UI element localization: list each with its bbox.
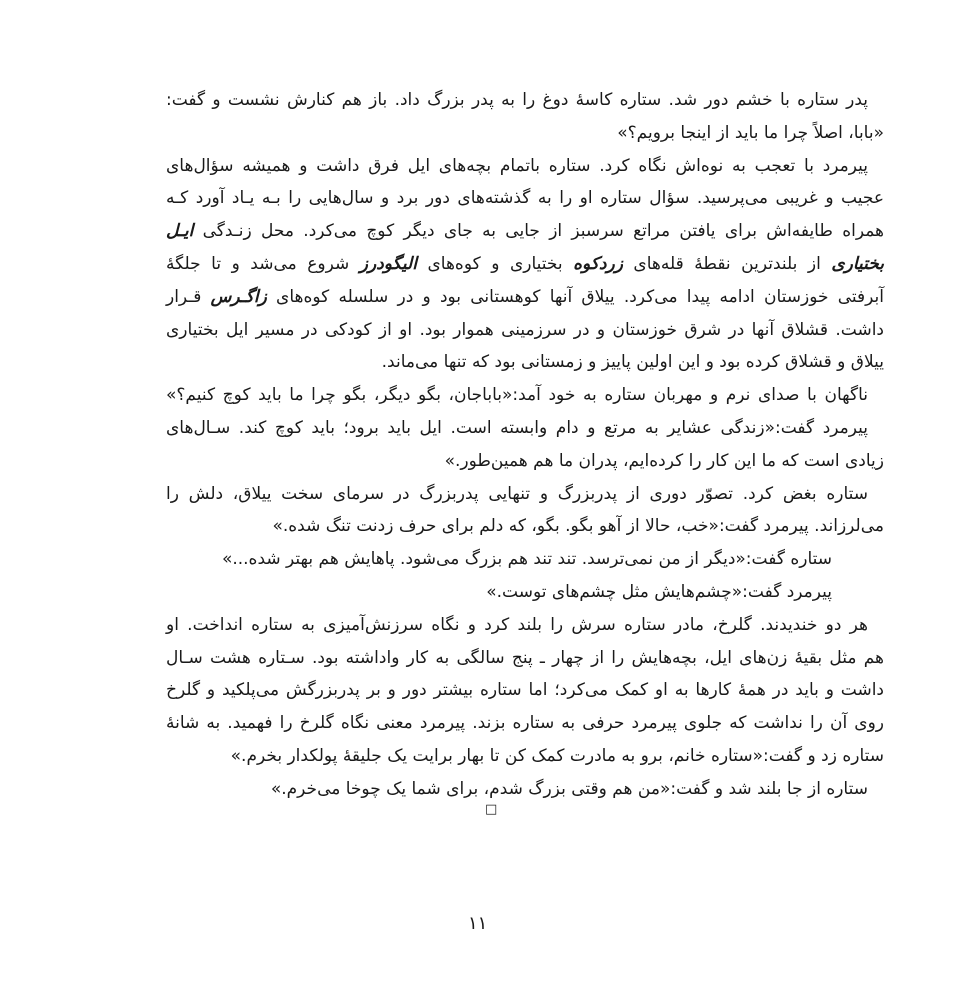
- emphasized-term: زردکوه: [573, 253, 623, 274]
- text-line: «بابا، اصلاً چرا ما باید از اینجا برویم؟»: [617, 122, 884, 143]
- text-line: هر دو خندیدند. گلرخ، مادر ستاره سرش را بلند کرد و نگاه سرزنش‌آمیزی به ستاره انداخت. او: [166, 614, 868, 635]
- text-line: می‌لرزاند. پیرمرد گفت:«خب، حالا از آهو بگو. بگو، که دلم برای حرف زدنت تنگ شده.»: [272, 516, 884, 537]
- page-number: ۱۱: [468, 913, 488, 934]
- text-line: [166, 248, 884, 281]
- text-run: شروع می‌شد و تا جلگهٔ: [166, 253, 360, 274]
- text-line: پیرمرد گفت:«چشم‌هایش مثل چشم‌های توست.»: [486, 581, 832, 602]
- text-run: بختیاری و کوه‌های: [416, 253, 574, 274]
- text-line: داشت. قشلاق آنها در شرق خوزستان و در سرزمینی هموار بود. او از کودکی در مسیر ایل بختیاری: [166, 319, 884, 340]
- text-line: هم مثل بقیهٔ زن‌های ایل، بچه‌هایش را از چهار ـ پنج سالگی به کار واداشته بود. سـتاره هشت سـال: [166, 647, 884, 668]
- text-line: روی آن را نداشت که جلوی پیرمرد حرفی به ستاره بزند. پیرمرد معنی نگاه گلرخ را فهمید. به شانهٔ: [166, 713, 884, 734]
- emphasized-term: ایـل: [166, 221, 194, 242]
- text-line: پیرمرد با تعجب به نوه‌اش نگاه کرد. ستاره باتمام بچه‌های ایل فرق داشت و همیشه سؤال‌های: [166, 155, 868, 176]
- text-line: ستاره زد و گفت:«ستاره خانم، برو به مادرت کمک کن تا بهار برایت یک جلیقهٔ پولکدار بخرم.»: [230, 745, 884, 766]
- section-end-mark: □: [485, 802, 498, 817]
- text-line: ستاره گفت:«دیگر از من نمی‌ترسد. تند تند هم بزرگ می‌شود. پاهایش هم بهتر شده...»: [221, 549, 832, 570]
- text-line: ناگهان با صدای نرم و مهربان ستاره به خود آمد:«باباجان، بگو دیگر، بگو چرا ما باید کوچ کنیم؟»: [166, 385, 868, 406]
- page-body: [166, 84, 884, 806]
- text-run: قـرار: [166, 286, 211, 307]
- text-line: عجیب و غریبی می‌پرسید. سؤال ستاره او را به گذشته‌های دور برد و سال‌هایی را بـه یـاد آورد کـه: [166, 188, 884, 209]
- text-line: پیرمرد گفت:«زندگی عشایر به مرتع و دام وابسته است. ایل باید برود؛ باید کوچ کند. سـال‌های: [166, 417, 868, 438]
- text-run: از بلندترین نقطهٔ قله‌های: [622, 253, 832, 274]
- text-line: [166, 215, 884, 248]
- emphasized-term: بختیاری: [831, 253, 885, 274]
- text-line: ستاره از جا بلند شد و گفت:«من هم وقتی بزرگ شدم، برای شما یک چوخا می‌خرم.»: [270, 778, 868, 799]
- text-line: ستاره بغض کرد. تصوّر دوری از پدربزرگ و تنهایی پدربزرگ در سرمای سخت ییلاق، دلش را: [166, 483, 868, 504]
- emphasized-term: الیگودرز: [359, 253, 417, 274]
- text-line: پدر ستاره با خشم دور شد. ستاره کاسهٔ دوغ را به پدر بزرگ داد. باز هم کنارش نشست و گفت:: [166, 90, 868, 110]
- text-line: ییلاق و قشلاق کرده بود و این اولین پاییز و زمستانی بود که تنها می‌ماند.: [381, 352, 884, 373]
- text-run: آبرفتی خوزستان ادامه پیدا می‌کرد. ییلاق آنها کوهستانی بود و در سلسله کوه‌های: [266, 286, 885, 307]
- text-line: زیادی است که ما این کار را کرده‌ایم، پدران ما هم همین‌طور.»: [444, 450, 884, 471]
- text-run: همراه طایفه‌اش برای یافتن مراتع سرسبز از جایی به جای دیگر کوچ می‌کرد. محل زنـدگی: [193, 221, 884, 242]
- text-line: [166, 281, 884, 314]
- emphasized-term: زاگـرس: [210, 286, 267, 307]
- text-line: داشت و باید در همهٔ کارها به او کمک می‌کرد؛ اما ستاره بیشتر دور و بر پدربزرگش می‌پلکید و گلرخ: [166, 680, 884, 701]
